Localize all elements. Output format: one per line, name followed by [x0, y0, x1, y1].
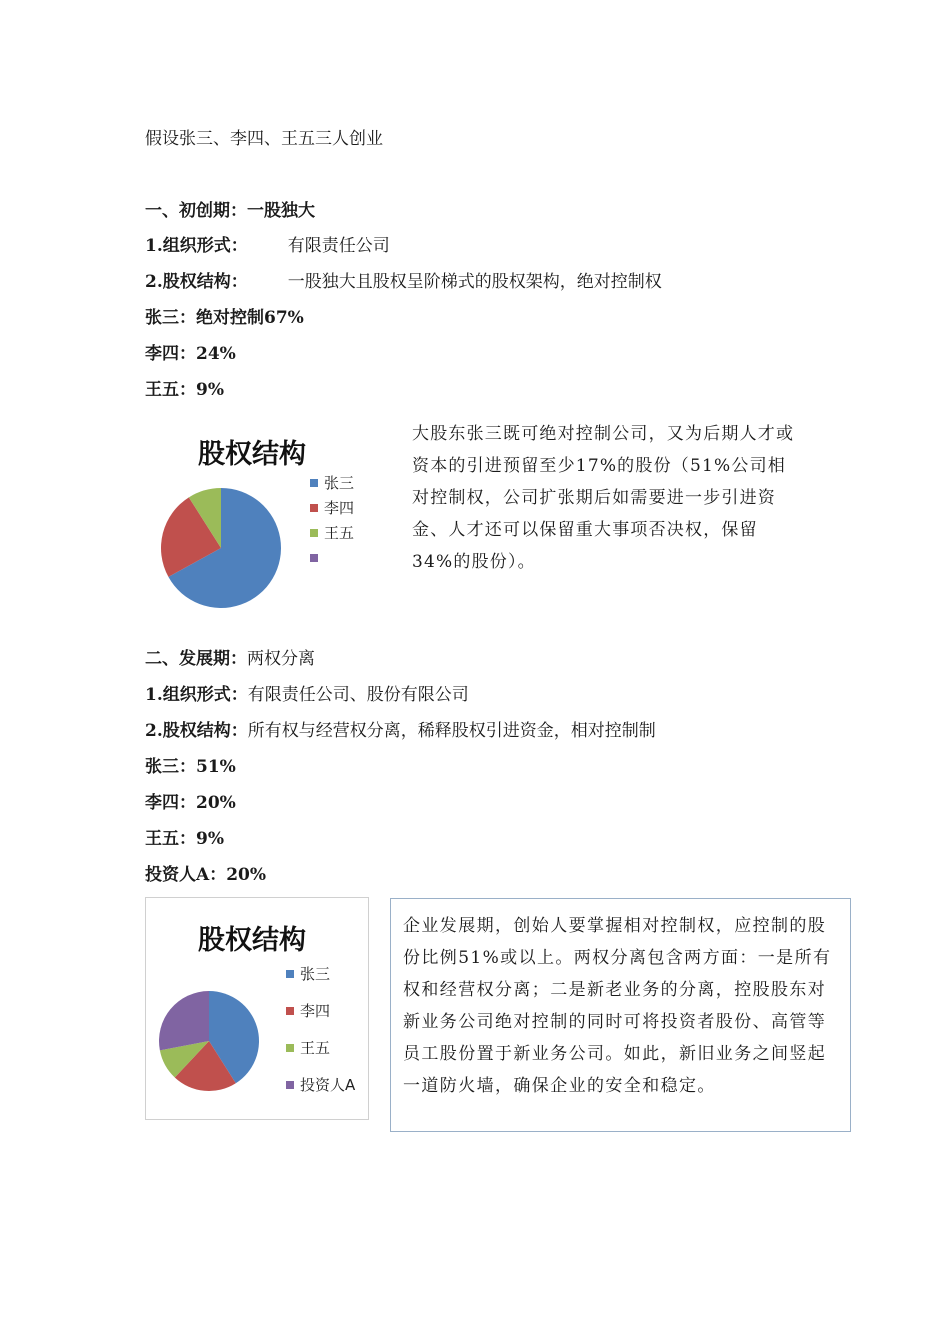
chart1-legend-swatch-0	[310, 479, 318, 487]
chart2-legend-swatch-1	[286, 1007, 294, 1015]
stage2-holder-wangwu: 王五：9%	[145, 829, 224, 849]
chart1-legend-label-0: 张三	[324, 474, 355, 492]
chart2-legend-label-0: 张三	[300, 965, 331, 983]
chart2-legend-item-0	[286, 965, 330, 983]
chart2-legend-item-3	[286, 1076, 355, 1094]
stage2-heading-label: 二、发展期：	[145, 649, 247, 669]
chart2-legend-item-1	[286, 1002, 330, 1020]
chart1-legend-swatch-1	[310, 504, 318, 512]
stage1-org-label: 1.组织形式：	[145, 236, 248, 256]
stage2-heading-row	[145, 648, 315, 670]
stage2-holder-zhangsan: 张三：51%	[145, 757, 236, 777]
stage1-org-value: 有限责任公司	[287, 236, 390, 256]
chart1-legend-item-2	[310, 524, 354, 542]
chart2-legend-item-2	[286, 1039, 330, 1057]
chart1-legend-item-1	[310, 499, 354, 517]
stage2-heading-value: 两权分离	[247, 649, 315, 669]
chart1-legend-item-3	[310, 549, 324, 567]
chart1-legend-swatch-2	[310, 529, 318, 537]
stage1-structure-row	[145, 271, 662, 293]
chart1-legend-item-0	[310, 474, 354, 492]
stage1-holder-lisi: 李四：24%	[145, 344, 236, 364]
stage1-structure-label: 2.股权结构：	[145, 272, 248, 292]
chart1-legend-swatch-3	[310, 554, 318, 562]
stage2-paragraph: 企业发展期，创始人要掌握相对控制权，应控制的股份比例51%或以上。两权分离包含两方面：一是所有权和经营权分离；二是新老业务的分离，控股股东对新业务公司绝对控制的同时可将投资者股份、高管等员工股份置于新业务公司。如此，新旧业务之间竖起一道防火墙，确保企业的安全和稳定。	[403, 916, 832, 1096]
chart2-pie	[158, 990, 262, 1094]
chart2-legend-swatch-2	[286, 1044, 294, 1052]
chart1-legend-label-2: 王五	[324, 524, 355, 542]
stage2-structure-value: 所有权与经营权分离，稀释股权引进资金，相对控制制	[247, 721, 656, 741]
stage2-structure-row	[145, 720, 656, 742]
chart2-legend-label-3: 投资人A	[300, 1076, 356, 1094]
stage1-paragraph: 大股东张三既可绝对控制公司，又为后期人才或资本的引进预留至少17%的股份（51%公司相对控制权，公司扩张期后如需要进一步引进资金、人才还可以保留重大事项否决权，保留34%的股份）。	[412, 424, 795, 572]
stage2-holder-lisi: 李四：20%	[145, 793, 236, 813]
stage1-holder-wangwu: 王五：9%	[145, 380, 224, 400]
chart2-legend-label-2: 王五	[300, 1039, 331, 1057]
chart2-legend-label-1: 李四	[300, 1002, 331, 1020]
stage2-org-label: 1.组织形式：	[145, 685, 248, 705]
stage2-structure-label: 2.股权结构：	[145, 721, 248, 741]
chart1-legend-label-1: 李四	[324, 499, 355, 517]
stage2-holder-investor: 投资人A：20%	[145, 865, 267, 885]
intro-line: 假设张三、李四、王五三人创业	[145, 129, 383, 149]
stage1-holder-zhangsan: 张三：绝对控制67%	[145, 308, 304, 328]
chart2-legend-swatch-3	[286, 1081, 294, 1089]
chart1-pie	[160, 487, 290, 617]
stage2-org-row	[145, 684, 469, 706]
stage1-structure-value: 一股独大且股权呈阶梯式的股权架构，绝对控制权	[287, 272, 662, 292]
stage2-org-value: 有限责任公司、股份有限公司	[247, 685, 469, 705]
chart2-legend-swatch-0	[286, 970, 294, 978]
chart2-slice-3	[159, 991, 209, 1050]
stage1-org-row	[145, 235, 390, 257]
chart1-title: 股权结构	[198, 439, 306, 470]
chart2-title: 股权结构	[198, 925, 306, 956]
stage1-heading: 一、初创期：一股独大	[145, 201, 315, 221]
